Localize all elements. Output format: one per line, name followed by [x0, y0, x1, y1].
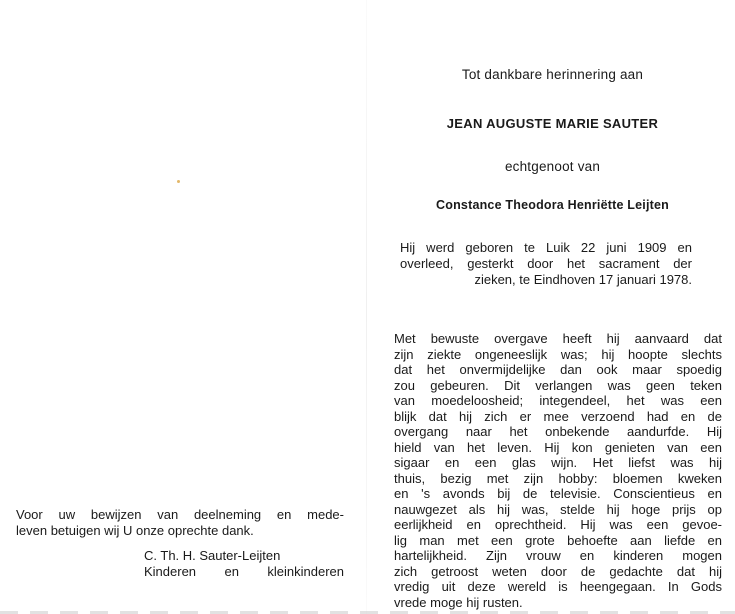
intro-line: Tot dankbare herinnering aan: [461, 67, 644, 82]
thanks-line: Voor uw bewijzen van deelneming en mede-: [16, 507, 344, 522]
signature-block: [144, 548, 344, 580]
signature-family-name: C. Th. H. Sauter-Leijten: [144, 548, 281, 563]
tribute-line: vredig uit deze wereld is heengegaan. In Gods: [394, 579, 722, 594]
tribute-line: overgang naar het onbekende aandurfde. Hij: [394, 424, 722, 439]
tribute-line: zou gebeuren. Dit verlangen was geen teken: [394, 377, 722, 393]
paper-speck: [177, 180, 180, 183]
birth-line: Hij werd geboren te Luik 22 juni 1909 en: [400, 240, 692, 255]
spouse-label: echtgenoot van: [504, 159, 601, 174]
birth-line: overleed, gesterkt door het sacrament der: [400, 256, 692, 271]
signature-children: Kinderen en kleinkinderen: [144, 564, 344, 579]
tribute-line: dat het onvermijdelijke dan ook maar spoedig: [394, 362, 722, 377]
tribute-line: eerlijkheid en oprechtheid. Hij was een gevoe-: [394, 517, 722, 532]
birth-death-paragraph: [400, 240, 692, 288]
tribute-line: blijk dat hij zich er mee verzoend had en de: [394, 408, 722, 424]
thanks-paragraph: [16, 507, 344, 539]
tribute-line: zich getroost weten door de gedachte dat hij: [394, 563, 722, 579]
tribute-line: sigaar en een glas wijn. Het liefst was hij: [394, 455, 722, 470]
tribute-line: van moedeloosheid; integendeel, het was een: [394, 393, 722, 408]
tribute-line: thuis, bezig met zijn hobby: bloemen kweken: [394, 470, 722, 486]
thanks-line: leven betuigen wij U onze oprechte dank.: [16, 523, 254, 538]
tribute-line: vrede moge hij rusten.: [394, 594, 523, 610]
center-fold: [366, 0, 367, 614]
tribute-line: hield van het leven. Hij kon genieten van een: [394, 439, 722, 455]
tribute-line: zijn ziekte ongeneeslijk was; hij hoopte slechts: [394, 346, 722, 362]
tribute-line: lig man met een grote behoefte aan liefde en: [394, 532, 722, 548]
tribute-line: hartelijkheid. Zijn vrouw en kinderen mogen: [394, 548, 722, 563]
spouse-name: Constance Theodora Henriëtte Leijten: [436, 198, 669, 212]
tribute-line: en 's avonds bij de televisie. Conscientieus en: [394, 486, 722, 501]
tribute-paragraph: [394, 331, 722, 610]
deceased-name: JEAN AUGUSTE MARIE SAUTER: [446, 116, 659, 131]
birth-line: zieken, te Eindhoven 17 januari 1978.: [474, 272, 692, 287]
tribute-line: Met bewuste overgave heeft hij aanvaard dat: [394, 331, 722, 346]
tribute-line: nauwgezet als hij was, stelde hij hoge prijs op: [394, 501, 722, 517]
